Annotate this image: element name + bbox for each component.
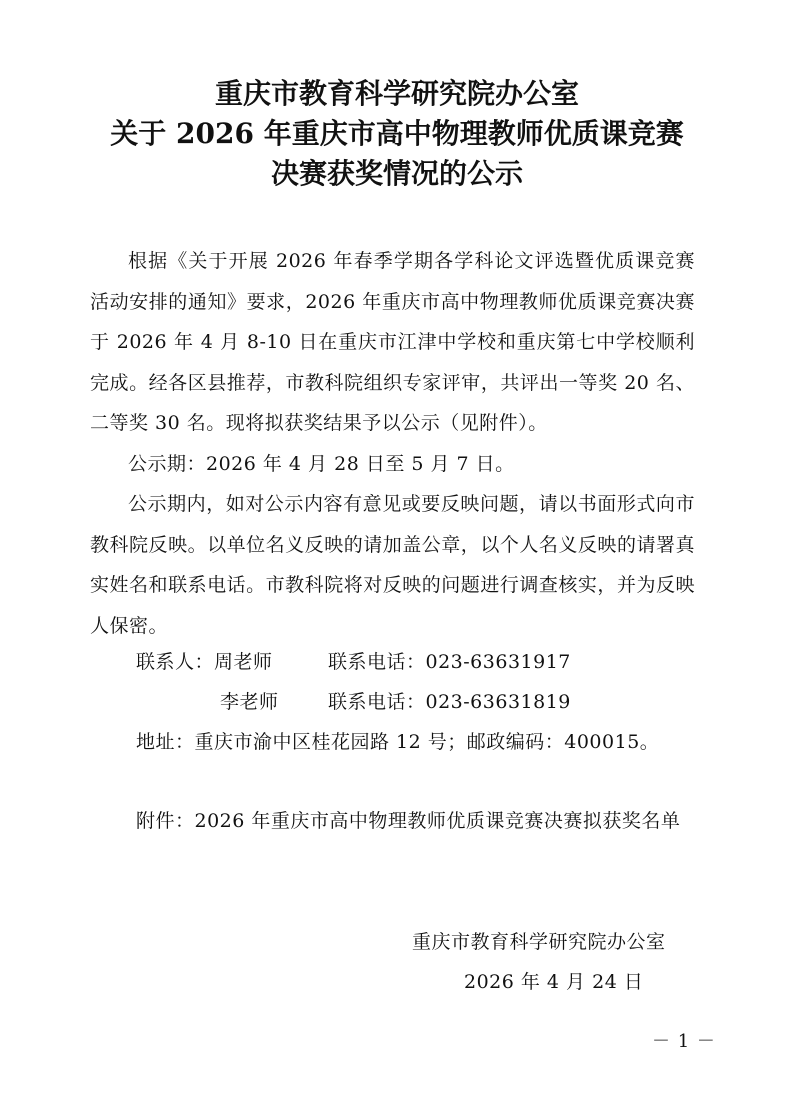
document-title-line-3: 决赛获奖情况的公示	[270, 157, 523, 190]
signature-organization: 重庆市教育科学研究院办公室	[412, 931, 666, 953]
document-title-line-2: 关于 2026 年重庆市高中物理教师优质课竞赛	[110, 117, 684, 150]
body-paragraph-notice-period: 公示期：2026 年 4 月 28 日至 5 月 7 日。	[128, 453, 515, 475]
contact-person-1: 联系人：周老师	[136, 651, 273, 673]
signature-date: 2026 年 4 月 24 日	[464, 971, 644, 993]
contact-phone-1: 联系电话：023-63631917	[328, 651, 571, 673]
address-line: 地址：重庆市渝中区桂花园路 12 号；邮政编码：400015。	[136, 731, 660, 753]
document-title-line-1: 重庆市教育科学研究院办公室	[214, 77, 579, 110]
body-paragraph-feedback: 公示期内，如对公示内容有意见或要反映问题，请以书面形式向市教科院反映。以单位名义反映的请加盖公章，以个人名义反映的请署真实姓名和联系电话。市教科院将对反映的问题进行调查核实，并为反映人保密。	[90, 493, 695, 637]
contact-person-2: 李老师	[220, 691, 279, 713]
contact-phone-2: 联系电话：023-63631819	[328, 691, 571, 713]
page-number: － 1 －	[652, 1031, 716, 1052]
body-paragraph-announcement: 根据《关于开展 2026 年春季学期各学科论文评选暨优质课竞赛活动安排的通知》要求，2026 年重庆市高中物理教师优质课竞赛决赛于 2026 年 4 月 8-10 日在重庆市江津中学校和重庆第七中学校顺利完成。经各区县推荐，市教科院组织专家评审，共评出一等奖 20 名、二等奖 30 名。现将拟获奖结果予以公示（见附件）。	[90, 250, 695, 434]
attachment-line: 附件：2026 年重庆市高中物理教师优质课竞赛决赛拟获奖名单	[136, 810, 681, 832]
